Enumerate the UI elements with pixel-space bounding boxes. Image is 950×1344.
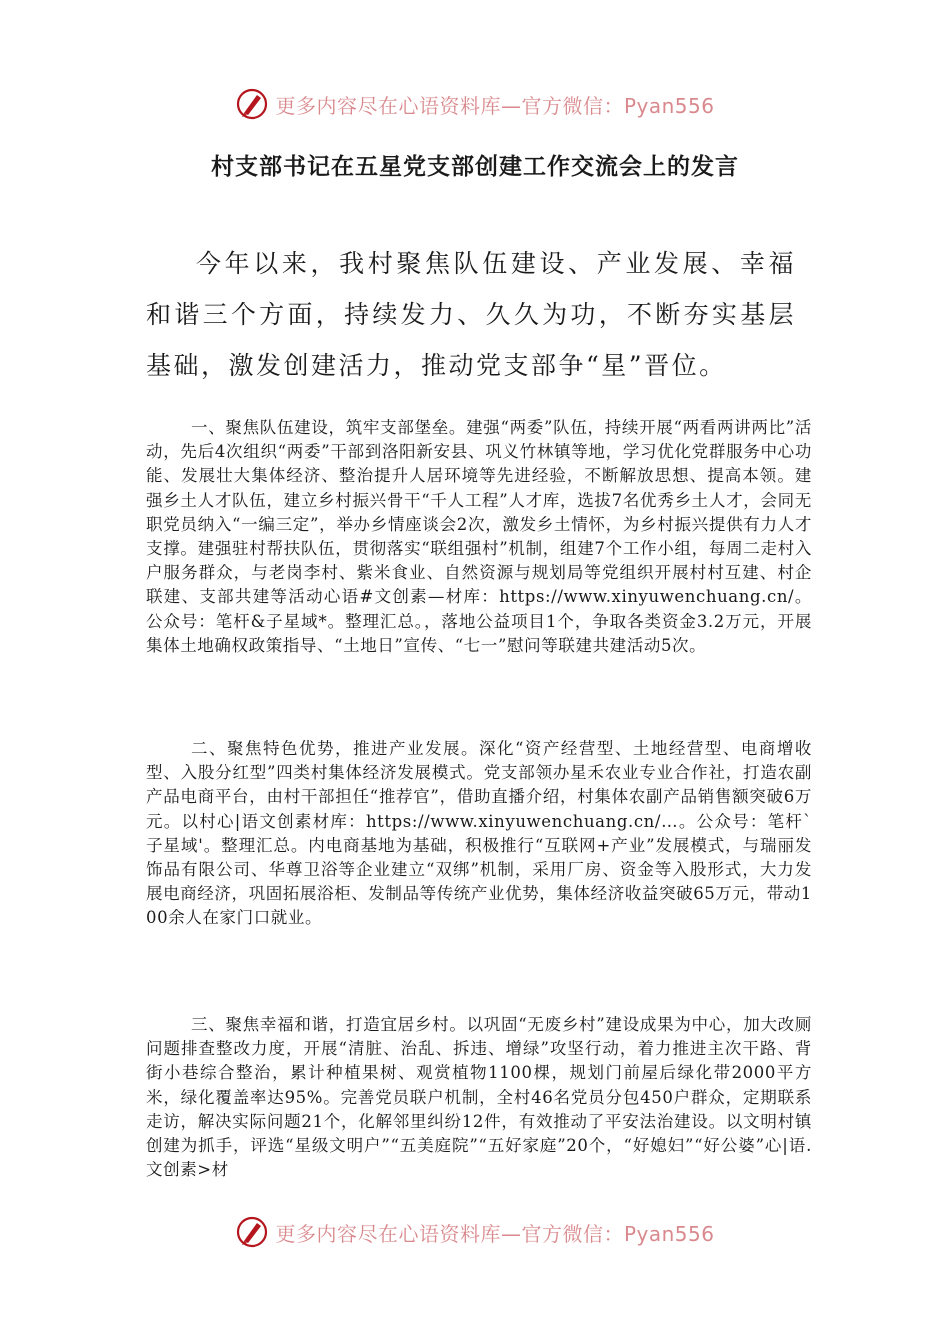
watermark-text: 更多内容尽在心语资料库—官方微信：Pyan556 — [275, 1221, 715, 1246]
body-paragraph-3: 三、聚焦幸福和谐，打造宜居乡村。以巩固“无废乡村”建设成果为中心，加大改厕问题排查整改力度，开展“清脏、治乱、拆违、增绿”攻坚行动，着力推进主次干路、背街小巷综合整治，累计种植果树、观赏植物1100棵，规划门前屋后绿化带2000平方米，绿化覆盖率达95%。完善党员联户机制，全村46名党员分包450户群众，定期联系走访，解决实际问题21个，化解邻里纠纷12件，有效推动了平安法治建设。以文明村镇创建为抓手，评选“星级文明户”“五美庭院”“五好家庭”20个，“好媳妇”“好公婆”心|语.文创素>材 — [146, 1015, 812, 1180]
footer-watermark — [0, 1208, 950, 1256]
watermark-text: 更多内容尽在心语资料库—官方微信：Pyan556 — [275, 93, 715, 118]
pen-circle-icon — [235, 87, 269, 121]
body-paragraph-2: 二、聚焦特色优势，推进产业发展。深化“资产经营型、土地经营型、电商增收型、入股分红型”四类村集体经济发展模式。党支部领办星禾农业专业合作社，打造农副产品电商平台，由村干部担任“推荐官”，借助直播介绍，村集体农副产品销售额突破6万元。以村心|语文创素材库：https://www.xinyuwenchuang.cn/…。公众号：笔杆`子星域'。整理汇总。内电商基地为基础，积极推行“互联网+产业”发展模式，与瑞丽发饰品有限公司、华尊卫浴等企业建立“双绑”机制，采用厂房、资金等入股形式，大力发展电商经济，巩固拓展浴柜、发制品等传统产业优势，集体经济收益突破65万元，带动100余人在家门口就业。 — [146, 739, 812, 928]
pen-circle-icon — [235, 1215, 269, 1249]
intro-paragraph: 今年以来，我村聚焦队伍建设、产业发展、幸福和谐三个方面，持续发力、久久为功，不断夯实基层基础，激发创建活力，推动党支部争“星”晋位。 — [146, 249, 796, 380]
document-title: 村支部书记在五星党支部创建工作交流会上的发言 — [211, 153, 739, 180]
header-watermark — [0, 80, 950, 128]
body-paragraph-1: 一、聚焦队伍建设，筑牢支部堡垒。建强“两委”队伍，持续开展“两看两讲两比”活动，先后4次组织“两委”干部到洛阳新安县、巩义竹林镇等地，学习优化党群服务中心功能、发展壮大集体经济、整治提升人居环境等先进经验，不断解放思想、提高本领。建强乡土人才队伍，建立乡村振兴骨干“千人工程”人才库，选拔7名优秀乡土人才，会同无职党员纳入“一编三定”，举办乡情座谈会2次，激发乡土情怀，为乡村振兴提供有力人才支撑。建强驻村帮扶队伍，贯彻落实“联组强村”机制，组建7个工作小组，每周二走村入户服务群众，与老岗李村、紫米食业、自然资源与规划局等党组织开展村村互建、村企联建、支部共建等活动心语#文创素—材库：https://www.xinyuwenchuang.cn/。公众号：笔杆&子星域*。整理汇总。，落地公益项目1个，争取各类资金3.2万元，开展集体土地确权政策指导、“土地日”宣传、“七一”慰问等联建共建活动5次。 — [146, 418, 812, 655]
